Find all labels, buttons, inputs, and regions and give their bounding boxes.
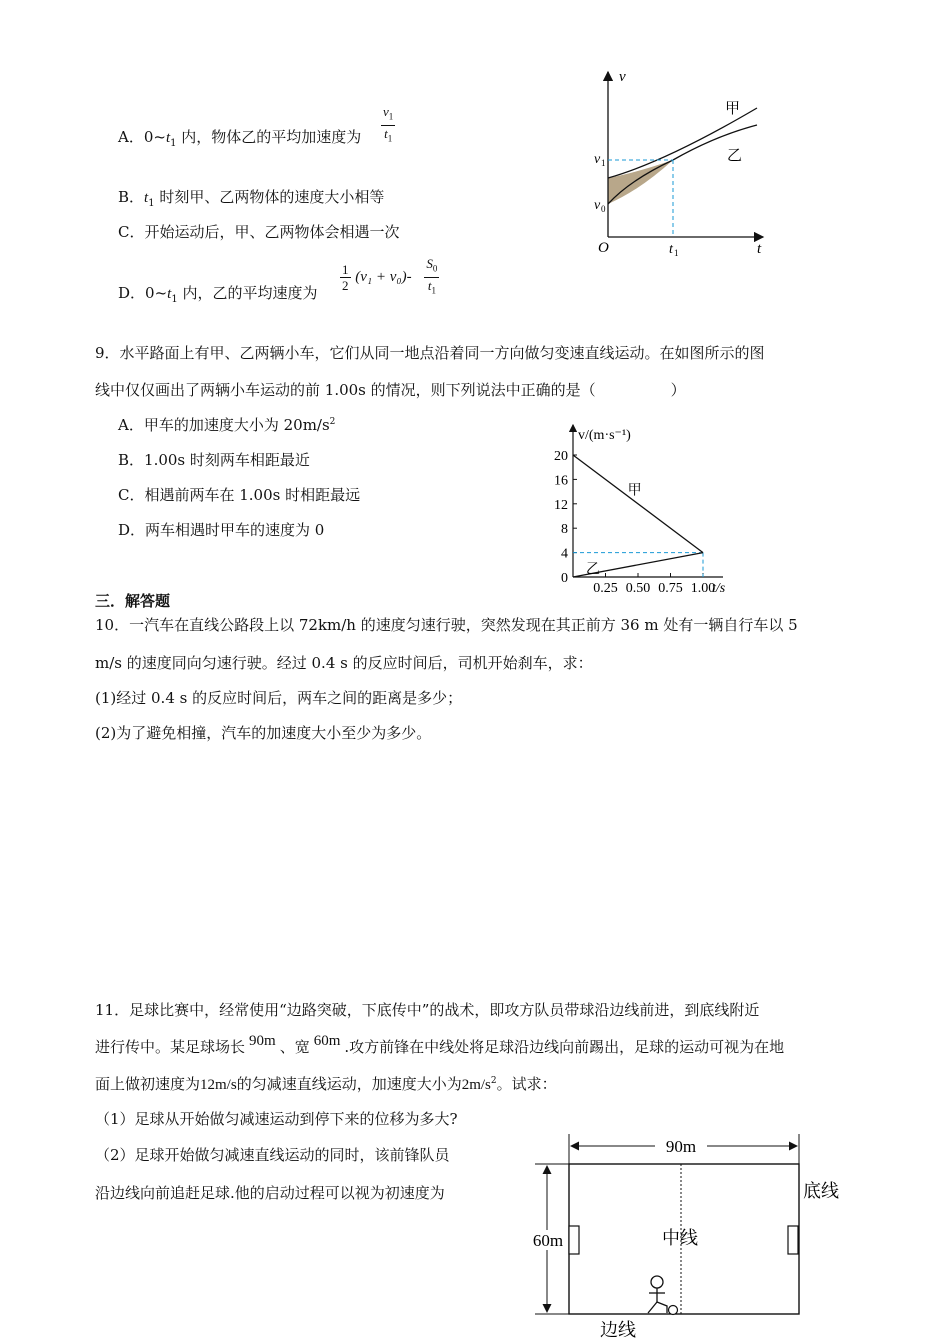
q8-option-a-fraction: $\frac{v_1}{t_1}$: [383, 104, 394, 144]
q8-option-a: A．$0\sim t_1$ 内，物体乙的平均加速度为: [118, 128, 362, 149]
q9-stem-line1: 9．水平路面上有甲、乙两辆小车，它们从同一地点沿着同一方向做匀变速直线运动。在如图所示的图: [95, 344, 765, 362]
q9-option-c: C．相遇前两车在 1.00s 时相距最远: [118, 486, 361, 504]
q8-label-jia: 甲: [725, 101, 741, 117]
right-goal: [788, 1226, 798, 1254]
q11-line1: 11．足球比赛中，经常使用“边路突破，下底传中”的战术，即攻方队员带球沿边线前进，到底线附近: [95, 1001, 760, 1019]
q8-label-v0: v: [594, 198, 601, 213]
x-tick-label: 0.50: [625, 581, 651, 596]
q8-label-v1-sub: 1: [601, 158, 606, 168]
q8-option-c: C．开始运动后，甲、乙两物体会相遇一次: [118, 223, 400, 241]
q8-option-d-formula: $\frac{1}{2}$ (v₁ + v₀)- $\frac{S_0}{t_1}$: [342, 256, 438, 296]
field-midline-label: 中线: [662, 1228, 698, 1248]
q8-label-v0-sub: 0: [601, 204, 606, 214]
q9-option-d: D．两车相遇时甲车的速度为 0: [118, 521, 325, 539]
q8-label-yi: 乙: [727, 148, 743, 164]
y-tick-label: 20: [554, 449, 568, 464]
q8-axis-v-label: v: [619, 69, 626, 85]
y-tick-label: 16: [554, 473, 568, 489]
q8-label-v1: v: [594, 152, 601, 167]
q9-option-a: A．甲车的加速度大小为 $20m/s^2$: [118, 416, 336, 434]
q11-part1: （1）足球从开始做匀减速运动到停下来的位移为多大?: [95, 1110, 458, 1128]
q9-x-axis-label: t/s: [712, 581, 726, 596]
field-length-label: 90m: [665, 1137, 697, 1156]
q8-vt-graph: [585, 62, 775, 262]
q9-y-axis-label: v/(m·s⁻¹): [578, 428, 631, 443]
q10-line1: 10．一汽车在直线公路段上以 72km/h 的速度匀速行驶，突然发现在其正前方 36 m 处有一辆自行车以 5: [95, 616, 798, 634]
q9-stem-line2: 线中仅仅画出了两辆小车运动的前 1.00s 的情况，则下列说法中正确的是（ ）: [95, 381, 686, 399]
y-tick-label: 0: [561, 571, 568, 586]
q9-vt-chart: [540, 420, 750, 600]
q10-part1: (1)经过 0.4 s 的反应时间后，两车之间的距离是多少；: [95, 689, 463, 707]
q10-part2: (2)为了避免相撞，汽车的加速度大小至少为多少。: [95, 724, 432, 742]
q11-line3: 面上做初速度为12m/s的匀减速直线运动，加速度大小为$2m/s^2$。试求：: [95, 1075, 557, 1093]
y-tick-label: 8: [561, 522, 568, 538]
field-sideline-label: 边线: [600, 1320, 636, 1340]
x-tick-label: 1.00: [690, 581, 716, 596]
q8-option-d: D．$0\sim t_1$ 内，乙的平均速度为: [118, 284, 318, 305]
x-tick-label: 0.75: [658, 581, 683, 596]
ball-icon: [669, 1306, 678, 1315]
x-tick-label: 0.25: [593, 581, 618, 596]
y-tick-label: 4: [561, 546, 568, 562]
q11-part2-line1: （2）足球开始做匀减速直线运动的同时，该前锋队员: [95, 1146, 450, 1164]
q8-label-t1: t: [669, 242, 673, 257]
q8-origin-label: O: [598, 240, 609, 256]
q8-label-t1-sub: 1: [674, 248, 679, 258]
q8-axis-t-label: t: [757, 241, 762, 257]
y-tick-label: 12: [554, 497, 568, 513]
q9-series-label-yi: 乙: [586, 562, 600, 578]
section-title: 三．解答题: [95, 592, 171, 610]
q11-field-diagram: [520, 1130, 850, 1344]
field-width-label: 60m: [532, 1231, 564, 1250]
q8-curve-jia: [608, 108, 757, 178]
q8-option-b: B．$t_1$ 时刻甲、乙两物体的速度大小相等: [118, 188, 385, 209]
q11-line2: 进行传中。某足球场长 90m 、宽 60m .攻方前锋在中线处将足球沿边线向前踢出，足球的运动可视为在地: [95, 1033, 785, 1056]
left-goal: [569, 1226, 579, 1254]
field-baseline-label: 底线: [803, 1181, 839, 1201]
player-figure: [648, 1276, 667, 1313]
q11-part2-line2: 沿边线向前追赶足球.他的启动过程可以视为初速度为: [95, 1184, 445, 1202]
q9-option-b: B．1.00s 时刻两车相距最近: [118, 451, 310, 469]
series-line-jia: [573, 455, 703, 553]
q10-line2: m/s 的速度同向匀速行驶。经过 0.4 s 的反应时间后，司机开始刹车，求：: [95, 654, 593, 672]
q9-series-label-jia: 甲: [627, 483, 642, 499]
